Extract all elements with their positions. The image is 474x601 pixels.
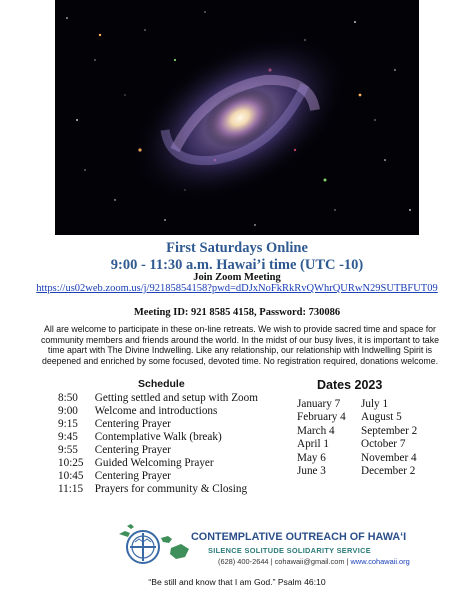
organization-tagline: SILENCE SOLITUDE SOLIDARITY SERVICE: [208, 546, 371, 555]
dates-column-1: [297, 398, 346, 478]
schedule-item: 9:15 Centering Prayer: [58, 418, 171, 430]
dates-title: Dates 2023: [317, 378, 383, 392]
email-address[interactable]: cohawaii@gmail.com: [274, 557, 345, 566]
date-item: March 4: [297, 424, 335, 437]
scripture-quote: “Be still and know that I am God.” Psalm 46:10: [148, 577, 326, 587]
event-time: 9:00 - 11:30 a.m. Hawai’i time (UTC -10): [110, 257, 364, 273]
schedule-item: 9:45 Contemplative Walk (break): [58, 431, 222, 443]
schedule-title: Schedule: [138, 378, 185, 390]
date-item: August 5: [361, 411, 402, 424]
schedule-item: 11:15 Prayers for community & Closing: [58, 483, 248, 495]
date-item: February 4: [297, 411, 346, 424]
contact-line: (628) 400-2644 | cohawaii@gmail.com | www.cohawaii.org: [218, 557, 410, 566]
organization-logo: [115, 514, 195, 569]
organization-name: CONTEMPLATIVE OUTREACH OF HAWAʻI: [191, 531, 407, 543]
date-item: January 7: [297, 398, 341, 410]
schedule-item: 10:25 Guided Welcoming Prayer: [58, 457, 214, 469]
date-item: April 1: [297, 438, 330, 451]
date-item: December 2: [361, 465, 416, 478]
dates-column-2: [361, 398, 417, 478]
date-item: October 7: [361, 438, 406, 451]
schedule-list: [58, 392, 258, 496]
join-zoom-label: Join Zoom Meeting: [193, 272, 281, 283]
zoom-link[interactable]: https://us02web.zoom.us/j/92185854158?pwd=dDJxNoFkRkRvQWhrQURwN29SUTBFUT09: [36, 283, 438, 294]
meeting-id: Meeting ID: 921 8585 4158, Password: 730086: [133, 307, 341, 318]
date-item: June 3: [297, 465, 326, 478]
website-link[interactable]: www.cohawaii.org: [350, 557, 410, 566]
schedule-item: 9:55 Centering Prayer: [58, 444, 171, 456]
galaxy-image: [55, 0, 419, 235]
date-item: May 6: [297, 451, 326, 464]
schedule-item: 10:45 Centering Prayer: [58, 470, 171, 482]
event-title: First Saturdays Online: [166, 240, 308, 256]
date-item: September 2: [361, 424, 418, 437]
date-item: July 1: [361, 398, 389, 410]
schedule-item: 8:50 Getting settled and setup with Zoom: [58, 392, 258, 404]
schedule-item: 9:00 Welcome and introductions: [58, 405, 218, 417]
phone-number: (628) 400-2644: [218, 557, 269, 566]
date-item: November 4: [361, 451, 417, 464]
intro-paragraph: All are welcome to participate in these on-line retreats. We wish to provide sacred time and space for community members and friends around the world. In the midst of our busy lives, it is important to take time apart with The Divine Indwelling. Like any relationship, our relationship with Indwelling Spirit is deepened and enriched by some focused, devoted time. No registration required, donations welcome.: [41, 324, 439, 366]
